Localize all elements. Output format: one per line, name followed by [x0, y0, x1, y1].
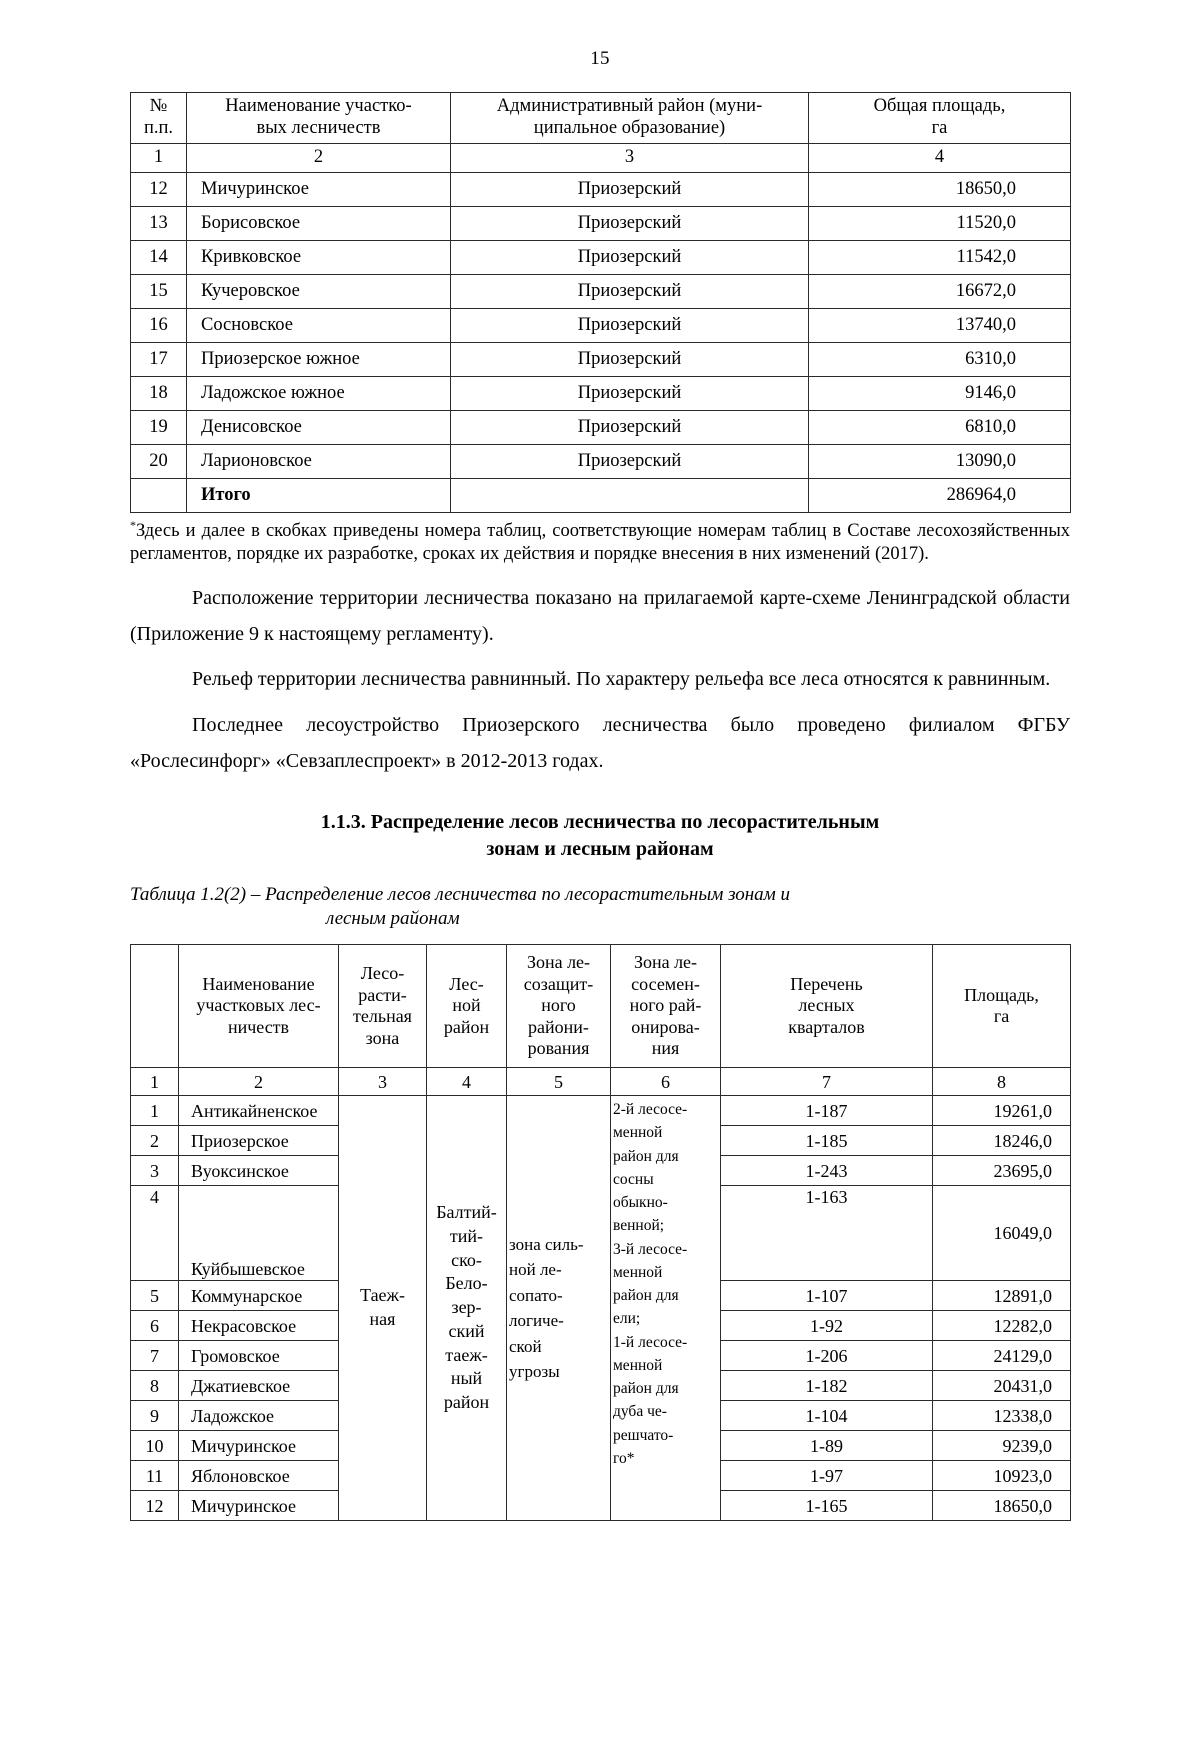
row-quarters: 1-89 [721, 1431, 933, 1461]
row-quarters: 1-182 [721, 1371, 933, 1401]
table-two-caption [130, 883, 1070, 932]
header-line: га [993, 1006, 1010, 1027]
row-name: Сосновское [187, 308, 451, 342]
row-name: Некрасовское [179, 1311, 339, 1341]
total-empty-cell [131, 478, 187, 512]
total-empty-district [451, 478, 809, 512]
header-line: райони- [528, 1016, 589, 1037]
header-line: участковых лес- [196, 995, 321, 1016]
merged-line: логиче- [509, 1311, 564, 1331]
merged-line: обыкно- [613, 1194, 668, 1212]
row-quarters: 1-97 [721, 1461, 933, 1491]
row-area: 16672,0 [809, 274, 1071, 308]
row-area: 12338,0 [933, 1401, 1071, 1431]
column-number: 6 [611, 1068, 721, 1096]
header-line: сосемен- [631, 973, 700, 994]
merged-line: ная [369, 1309, 396, 1330]
column-number: 2 [187, 143, 451, 172]
merged-forest-zone-cell [339, 1096, 427, 1521]
row-number: 1 [131, 1096, 179, 1126]
row-quarters: 1-185 [721, 1126, 933, 1156]
merged-line: дуба че- [613, 1403, 667, 1421]
row-area: 6810,0 [809, 410, 1071, 444]
merged-line: 1-й лесосе- [613, 1333, 688, 1351]
row-number: 12 [131, 1491, 179, 1521]
merged-line: ской [509, 1336, 542, 1356]
row-name: Громовское [179, 1341, 339, 1371]
row-quarters: 1-163 [721, 1186, 933, 1281]
row-number: 16 [131, 308, 187, 342]
row-number: 9 [131, 1401, 179, 1431]
merged-line: зона силь- [509, 1234, 584, 1254]
table-one-column-number-row [131, 143, 1071, 172]
header-cell-district [451, 93, 809, 144]
header-cell-quarters [721, 945, 933, 1068]
header-line: Лесо- [360, 962, 405, 983]
row-number: 5 [131, 1281, 179, 1311]
column-number: 4 [427, 1068, 507, 1096]
row-area: 12282,0 [933, 1311, 1071, 1341]
merged-line: ной ле- [509, 1260, 562, 1280]
merged-protection-zone-cell [507, 1096, 611, 1521]
header-line: ной [452, 995, 481, 1016]
section-heading-line2: зонам и лесным районам [486, 837, 714, 860]
table-row [131, 342, 1071, 376]
table-row [131, 206, 1071, 240]
row-area: 11542,0 [809, 240, 1071, 274]
row-area: 6310,0 [809, 342, 1071, 376]
header-line: ного рай- [629, 995, 702, 1016]
merged-line: район для [613, 1380, 679, 1398]
row-district: Приозерский [451, 342, 809, 376]
row-quarters: 1-187 [721, 1096, 933, 1126]
row-name: Приозерское [179, 1126, 339, 1156]
table-one-header-row [131, 93, 1071, 144]
row-number: 3 [131, 1156, 179, 1186]
table-row [131, 1096, 1071, 1126]
header-line: вых лесничеств [256, 117, 381, 138]
header-cell-area [933, 945, 1071, 1068]
header-line: Перечень [790, 973, 863, 994]
header-line: онирова- [631, 1016, 700, 1037]
row-area: 16049,0 [933, 1186, 1071, 1281]
row-number: 7 [131, 1341, 179, 1371]
merged-line: менной [613, 1263, 663, 1281]
row-district: Приозерский [451, 274, 809, 308]
merged-line: 3-й лесосе- [613, 1240, 688, 1258]
row-quarters: 1-104 [721, 1401, 933, 1431]
column-number: 7 [721, 1068, 933, 1096]
merged-line: менной [613, 1124, 663, 1142]
row-number: 2 [131, 1126, 179, 1156]
total-label: Итого [187, 478, 451, 512]
row-name: Ладожское [179, 1401, 339, 1431]
row-area: 11520,0 [809, 206, 1071, 240]
row-number: 11 [131, 1461, 179, 1491]
footnote-marker: * [130, 517, 136, 532]
row-area: 10923,0 [933, 1461, 1071, 1491]
row-area: 13090,0 [809, 444, 1071, 478]
header-line: кварталов [788, 1016, 865, 1037]
page-number: 15 [590, 48, 610, 69]
row-name: Вуоксинское [179, 1156, 339, 1186]
merged-line: Бело- [445, 1273, 488, 1294]
row-name: Коммунарское [179, 1281, 339, 1311]
header-line: ничеств [227, 1016, 290, 1037]
merged-line: Таеж- [360, 1285, 405, 1306]
header-cell-index [131, 945, 179, 1068]
document-page [0, 48, 1200, 1744]
table-row [131, 410, 1071, 444]
row-area: 24129,0 [933, 1341, 1071, 1371]
row-area: 23695,0 [933, 1156, 1071, 1186]
merged-line: район для [613, 1287, 679, 1305]
header-line: зона [365, 1027, 400, 1048]
header-line: га [931, 117, 948, 138]
header-line: лесных [798, 995, 855, 1016]
row-name: Мичуринское [179, 1431, 339, 1461]
column-number: 1 [131, 1068, 179, 1096]
row-area: 18650,0 [933, 1491, 1071, 1521]
table-footnote [130, 518, 1070, 568]
row-number: 12 [131, 172, 187, 206]
row-district: Приозерский [451, 206, 809, 240]
header-line: расти- [358, 984, 407, 1005]
row-name: Яблоновское [179, 1461, 339, 1491]
column-number: 3 [451, 143, 809, 172]
caption-line1: Таблица 1.2(2) – Распределение лесов лесничества по лесорастительным зонам и [130, 883, 791, 905]
header-cell-protection-zone [507, 945, 611, 1068]
row-quarters: 1-92 [721, 1311, 933, 1341]
header-line: ния [651, 1038, 680, 1059]
row-name: Кривковское [187, 240, 451, 274]
row-area: 9239,0 [933, 1431, 1071, 1461]
column-number: 2 [179, 1068, 339, 1096]
table-two-header-row [131, 945, 1071, 1068]
merged-line: сопато- [509, 1285, 563, 1305]
row-number: 15 [131, 274, 187, 308]
caption-line2: лесным районам [326, 908, 460, 930]
row-district: Приозерский [451, 240, 809, 274]
row-name: Куйбышевское [179, 1186, 339, 1281]
header-line: ципальное образование) [533, 117, 726, 138]
row-number: 14 [131, 240, 187, 274]
header-cell-number [131, 93, 187, 144]
header-line: Наименование участко- [225, 96, 412, 116]
row-quarters: 1-165 [721, 1491, 933, 1521]
row-area: 19261,0 [933, 1096, 1071, 1126]
row-name: Кучеровское [187, 274, 451, 308]
row-quarters: 1-107 [721, 1281, 933, 1311]
total-area: 286964,0 [809, 478, 1071, 512]
row-area: 18650,0 [809, 172, 1071, 206]
forest-zones-table [130, 944, 1071, 1521]
row-name: Мичуринское [179, 1491, 339, 1521]
merged-line: ский [448, 1320, 485, 1341]
header-line: созащит- [523, 973, 594, 994]
header-line: Зона ле- [633, 952, 698, 973]
header-line: ного [541, 995, 576, 1016]
merged-line: зер- [451, 1297, 482, 1318]
header-cell-seed-zone [611, 945, 721, 1068]
row-area: 13740,0 [809, 308, 1071, 342]
header-line: Общая площадь, [873, 96, 1006, 116]
row-name: Борисовское [187, 206, 451, 240]
row-number: 4 [131, 1186, 179, 1281]
column-number: 4 [809, 143, 1071, 172]
row-number: 17 [131, 342, 187, 376]
row-number: 6 [131, 1311, 179, 1341]
header-line: № [149, 96, 168, 116]
row-name: Джатиевское [179, 1371, 339, 1401]
paragraph-relief: Рельеф территории лесничества равнинный. По характеру рельефа все леса относятся к равнинным. [192, 668, 1051, 691]
row-name: Приозерское южное [187, 342, 451, 376]
row-name: Антикайненское [179, 1096, 339, 1126]
row-quarters: 1-243 [721, 1156, 933, 1186]
row-number: 13 [131, 206, 187, 240]
row-number: 19 [131, 410, 187, 444]
row-district: Приозерский [451, 376, 809, 410]
table-two-column-number-row [131, 1068, 1071, 1096]
paragraph-location: Расположение территории лесничества показано на прилагаемой карте-схеме Ленинградской области (Приложение 9 к настоящему регламенту). [130, 587, 1070, 645]
column-number: 1 [131, 143, 187, 172]
header-line: тельная [353, 1006, 412, 1027]
header-line: Лес- [449, 973, 484, 994]
table-row [131, 376, 1071, 410]
row-quarters: 1-206 [721, 1341, 933, 1371]
merged-line: сосны [613, 1170, 654, 1188]
section-heading-line1: 1.1.3. Распределение лесов лесничества по лесорастительным [320, 811, 880, 834]
merged-line: тий- [449, 1225, 484, 1246]
table-total-row [131, 478, 1071, 512]
row-number: 20 [131, 444, 187, 478]
merged-line: район [443, 1392, 490, 1413]
row-area: 9146,0 [809, 376, 1071, 410]
row-number: 18 [131, 376, 187, 410]
row-district: Приозерский [451, 172, 809, 206]
row-area: 20431,0 [933, 1371, 1071, 1401]
row-name: Денисовское [187, 410, 451, 444]
merged-forest-region-cell [427, 1096, 507, 1521]
row-name: Мичуринское [187, 172, 451, 206]
merged-line: менной [613, 1356, 663, 1374]
header-cell-name [179, 945, 339, 1068]
header-line: Административный район (муни- [496, 96, 763, 116]
merged-seed-zone-cell [611, 1096, 721, 1521]
merged-line: ско- [451, 1249, 482, 1270]
column-number: 5 [507, 1068, 611, 1096]
forest-districts-table [130, 92, 1071, 513]
column-number: 3 [339, 1068, 427, 1096]
header-line: район [443, 1016, 490, 1037]
table-row [131, 240, 1071, 274]
header-line: Зона ле- [526, 952, 591, 973]
merged-line: ели; [613, 1310, 641, 1328]
row-name: Ладожское южное [187, 376, 451, 410]
page-content [130, 92, 1070, 1521]
row-name: Ларионовское [187, 444, 451, 478]
merged-line: ный [450, 1368, 483, 1389]
header-cell-forest-region [427, 945, 507, 1068]
header-line: Площадь, [964, 984, 1039, 1005]
header-cell-forest-zone [339, 945, 427, 1068]
row-area: 12891,0 [933, 1281, 1071, 1311]
header-line: рования [527, 1038, 590, 1059]
header-line: п.п. [143, 117, 174, 138]
merged-line: район для [613, 1147, 679, 1165]
section-heading [130, 809, 1070, 863]
paragraph-survey: Последнее лесоустройство Приозерского лесничества было проведено филиалом ФГБУ «Рослесинфорг» «Севзаплеспроект» в 2012-2013 годах. [130, 713, 1070, 772]
table-row [131, 308, 1071, 342]
row-district: Приозерский [451, 308, 809, 342]
merged-line: угрозы [509, 1362, 560, 1382]
table-row [131, 172, 1071, 206]
row-district: Приозерский [451, 444, 809, 478]
row-area: 18246,0 [933, 1126, 1071, 1156]
row-district: Приозерский [451, 410, 809, 444]
merged-line: Балтий- [436, 1202, 497, 1223]
header-line: Наименование [202, 973, 315, 994]
footnote-text: Здесь и далее в скобках приведены номера таблиц, соответствующие номерам таблиц в Составе лесохозяйственных регламентов, порядке их разработке, сроках их действия и порядке внесения в них изменений (2017). [130, 520, 1070, 565]
row-number: 8 [131, 1371, 179, 1401]
column-number: 8 [933, 1068, 1071, 1096]
header-cell-area [809, 93, 1071, 144]
merged-line: решчато- [613, 1426, 674, 1444]
merged-line: венной; [613, 1217, 665, 1235]
merged-line: 2-й лесосе- [613, 1101, 688, 1119]
merged-line: го* [613, 1449, 635, 1467]
table-row [131, 444, 1071, 478]
table-row [131, 274, 1071, 308]
row-number: 10 [131, 1431, 179, 1461]
header-cell-name [187, 93, 451, 144]
merged-line: таеж- [445, 1344, 488, 1365]
